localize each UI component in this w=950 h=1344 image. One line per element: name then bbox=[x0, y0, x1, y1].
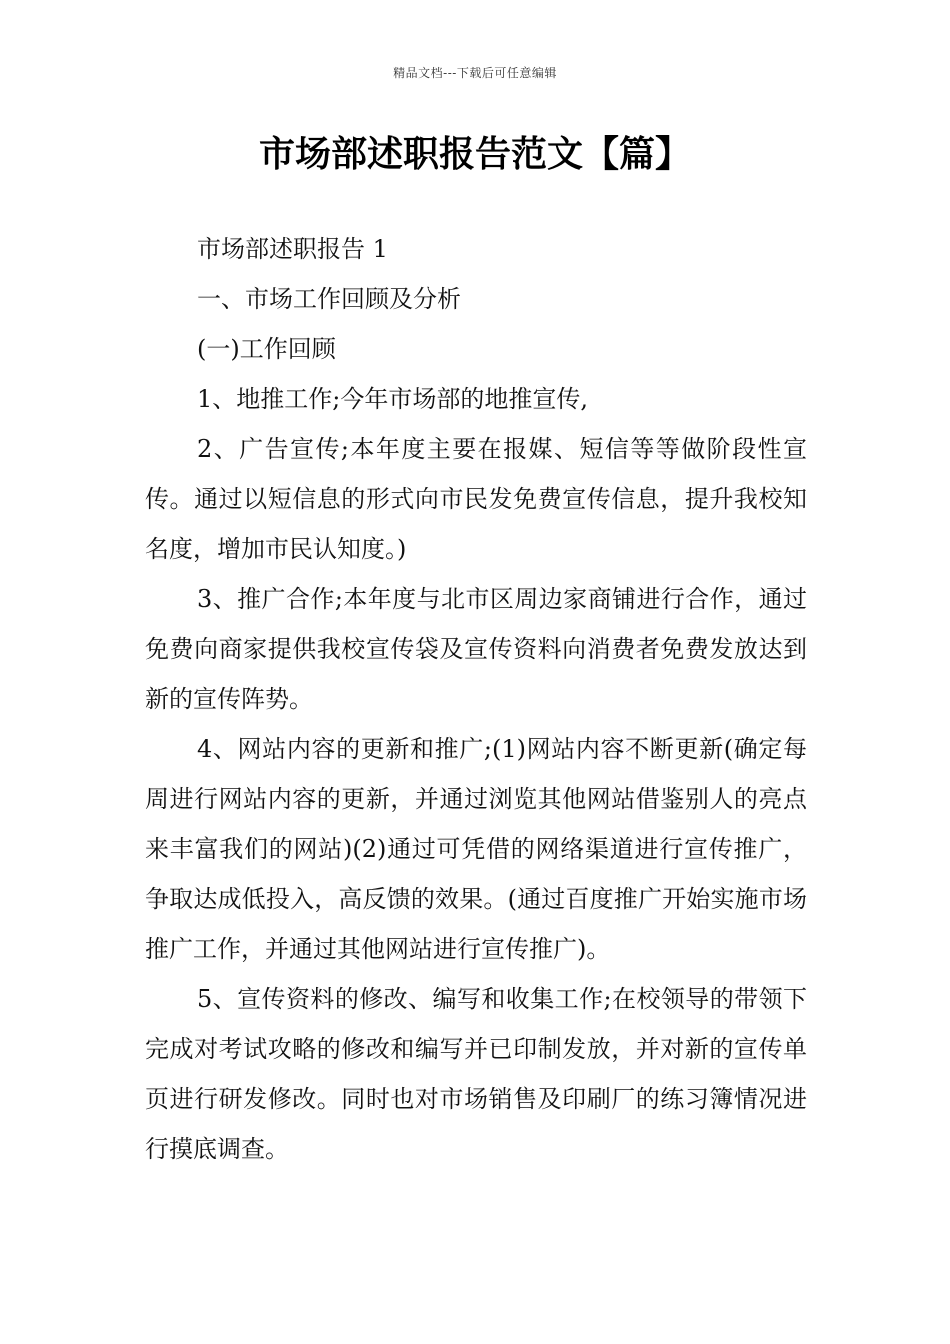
paragraph-subsection-heading: (一)工作回顾 bbox=[197, 335, 336, 363]
paragraph-item-3: 3、推广合作;本年度与北市区周边家商铺进行合作，通过免费向商家提供我校宣传袋及宣传资料向消费者免费发放达到新的宣传阵势。 bbox=[145, 585, 807, 713]
document-body bbox=[145, 224, 807, 1174]
paragraph-item-1: 1、地推工作;今年市场部的地推宣传, bbox=[197, 385, 588, 413]
header-note: 精品文档---下载后可任意编辑 bbox=[393, 66, 557, 80]
paragraph-item-5: 5、宣传资料的修改、编写和收集工作;在校领导的带领下完成对考试攻略的修改和编写并已印制发放，并对新的宣传单页进行研发修改。同时也对市场销售及印刷厂的练习簿情况进行摸底调查。 bbox=[145, 985, 807, 1163]
paragraph-item-4: 4、网站内容的更新和推广;(1)网站内容不断更新(确定每周进行网站内容的更新，并通过浏览其他网站借鉴别人的亮点来丰富我们的网站)(2)通过可凭借的网络渠道进行宣传推广，争取达成低投入，高反馈的效果。(通过百度推广开始实施市场推广工作，并通过其他网站进行宣传推广)。 bbox=[145, 735, 807, 963]
paragraph-report-heading: 市场部述职报告 1 bbox=[197, 235, 388, 263]
paragraph-section-heading: 一、市场工作回顾及分析 bbox=[197, 285, 461, 313]
paragraph-item-2: 2、广告宣传;本年度主要在报媒、短信等等做阶段性宣传。通过以短信息的形式向市民发免费宣传信息，提升我校知名度，增加市民认知度。) bbox=[145, 435, 807, 563]
document-title: 市场部述职报告范文【篇】 bbox=[258, 134, 691, 175]
